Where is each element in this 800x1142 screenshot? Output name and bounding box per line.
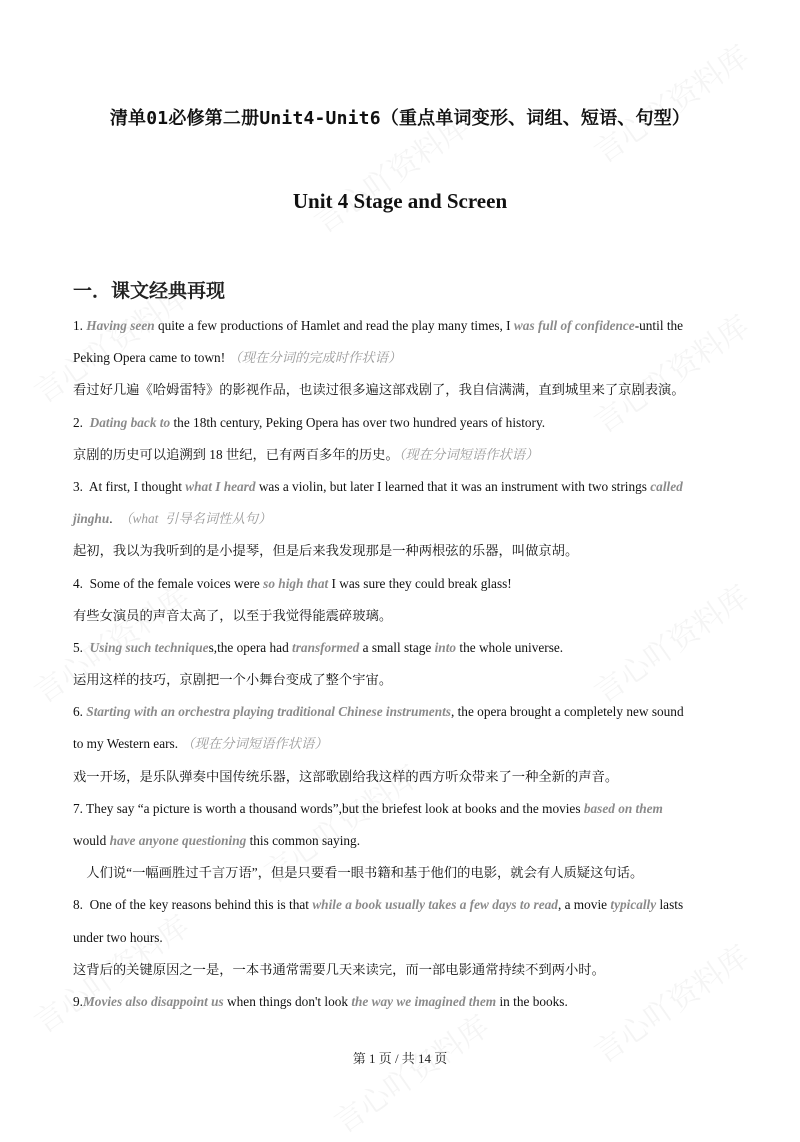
- text-segment: 戏一开场，是乐队弹奏中国传统乐器，这部歌剧给我这样的西方听众带来了一种全新的声音。: [73, 768, 619, 784]
- highlighted-phrase: have anyone questioning: [109, 833, 247, 848]
- text-segment: .: [109, 511, 120, 527]
- text-body: [73, 316, 733, 1024]
- grammar-note: （现在分词短语作状语）: [398, 446, 539, 462]
- text-line: [73, 477, 733, 509]
- text-line: [73, 638, 733, 670]
- highlighted-phrase: was full of confidence: [513, 318, 635, 333]
- text-segment: , the opera brought a completely new sound: [450, 704, 684, 720]
- watermark: [584, 32, 757, 171]
- text-segment: 5.: [73, 639, 90, 655]
- highlighted-phrase: typically: [610, 897, 657, 913]
- text-line: [73, 445, 733, 477]
- text-segment: -until the: [634, 318, 684, 333]
- text-segment: in the books.: [496, 993, 568, 1009]
- text-segment: s,the opera had: [208, 639, 293, 655]
- text-line: [73, 380, 733, 412]
- grammar-note: （what 引导名词性从句）: [119, 511, 272, 527]
- text-line: [73, 316, 733, 348]
- highlighted-phrase: jinghu: [73, 511, 110, 527]
- text-segment: 京剧的历史可以追溯到 18 世纪，已有两百多年的历史。: [73, 446, 399, 462]
- text-segment: Peking Opera came to town!: [73, 350, 229, 366]
- text-segment: 9.: [73, 993, 83, 1009]
- text-segment: 2.: [73, 414, 90, 430]
- text-segment: 起初，我以为我听到的是小提琴，但是后来我发现那是一种两根弦的乐器，叫做京胡。: [73, 543, 579, 559]
- text-segment: 6.: [73, 704, 87, 720]
- text-segment: was a violin, but later I learned that it was an instrument with two strings: [255, 478, 651, 494]
- highlighted-phrase: while a book usually takes a few days to read: [312, 897, 558, 913]
- text-line: [73, 863, 733, 895]
- text-line: [73, 895, 733, 927]
- text-segment: 人们说“一幅画胜过千言万语”，但是只要看一眼书籍和基于他们的电影，就会有人质疑这句话。: [73, 865, 644, 881]
- highlighted-phrase: into: [434, 639, 457, 655]
- highlighted-phrase: Having seen: [86, 318, 155, 333]
- text-line: [73, 702, 733, 734]
- text-line: [73, 541, 733, 573]
- highlighted-phrase: Movies also disappoint us: [82, 993, 224, 1009]
- text-segment: 4. Some of the female voices were: [73, 575, 264, 591]
- text-segment: 1.: [73, 318, 87, 333]
- text-segment: 看过好几遍《哈姆雷特》的影视作品，也读过很多遍这部戏剧了，我自信满满，直到城里来了京剧表演。: [73, 382, 685, 398]
- text-segment: 7. They say “a picture is worth a thousand words”,but the briefest look at books and the movies: [73, 800, 584, 816]
- text-segment: quite a few productions of Hamlet and read the play many times, I: [154, 318, 514, 333]
- text-segment: under two hours.: [73, 929, 163, 945]
- grammar-note: （现在分词的完成时作状语）: [228, 350, 402, 366]
- text-segment: , a movie: [557, 897, 611, 913]
- highlighted-phrase: Using such technique: [89, 639, 209, 655]
- highlighted-phrase: called: [650, 478, 683, 494]
- text-line: [73, 509, 733, 541]
- text-segment: the 18th century, Peking Opera has over two hundred years of history.: [170, 414, 546, 430]
- text-segment: this common saying.: [246, 833, 361, 848]
- highlighted-phrase: Starting with an orchestra playing traditional Chinese instruments: [86, 704, 451, 720]
- highlighted-phrase: Dating back to: [89, 414, 171, 430]
- page-footer: 第 1 页 / 共 14 页: [352, 1051, 448, 1066]
- highlighted-phrase: so high that: [263, 575, 329, 591]
- text-line: [73, 960, 733, 992]
- text-line: [73, 992, 733, 1024]
- text-line: [73, 734, 733, 766]
- text-line: [73, 831, 733, 863]
- text-line: [73, 348, 733, 380]
- text-segment: 3. At first, I thought: [73, 478, 186, 494]
- section-heading: 一．课文经典再现: [73, 280, 226, 302]
- highlighted-phrase: transformed: [292, 639, 360, 655]
- highlighted-phrase: the way we imagined them: [351, 993, 497, 1009]
- grammar-note: （现在分词短语作状语）: [181, 736, 328, 752]
- text-line: [73, 767, 733, 799]
- text-line: [73, 574, 733, 606]
- text-segment: 这背后的关键原因之一是，一本书通常需要几天来读完，而一部电影通常持续不到两小时。: [73, 961, 605, 977]
- text-line: [73, 928, 733, 960]
- text-line: [73, 799, 733, 831]
- text-segment: 有些女演员的声音太高了，以至于我觉得能震碎玻璃。: [73, 607, 393, 623]
- text-segment: lasts: [656, 897, 684, 913]
- text-segment: 8. One of the key reasons behind this is that: [73, 897, 313, 913]
- text-line: [73, 606, 733, 638]
- text-segment: a small stage: [359, 639, 435, 655]
- text-segment: to my Western ears.: [73, 736, 182, 752]
- text-line: [73, 413, 733, 445]
- text-segment: would: [73, 833, 110, 848]
- highlighted-phrase: what I heard: [185, 478, 256, 494]
- text-segment: I was sure they could break glass!: [328, 575, 512, 591]
- text-segment: when things don't look: [223, 993, 352, 1009]
- highlighted-phrase: based on them: [583, 800, 663, 816]
- document-title: 清单01必修第二册Unit4-Unit6（重点单词变形、词组、短语、句型）: [109, 108, 691, 129]
- text-line: [73, 670, 733, 702]
- unit-heading: Unit 4 Stage and Screen: [292, 189, 508, 213]
- text-segment: the whole universe.: [456, 639, 564, 655]
- text-segment: 运用这样的技巧，京剧把一个小舞台变成了整个宇宙。: [73, 672, 393, 688]
